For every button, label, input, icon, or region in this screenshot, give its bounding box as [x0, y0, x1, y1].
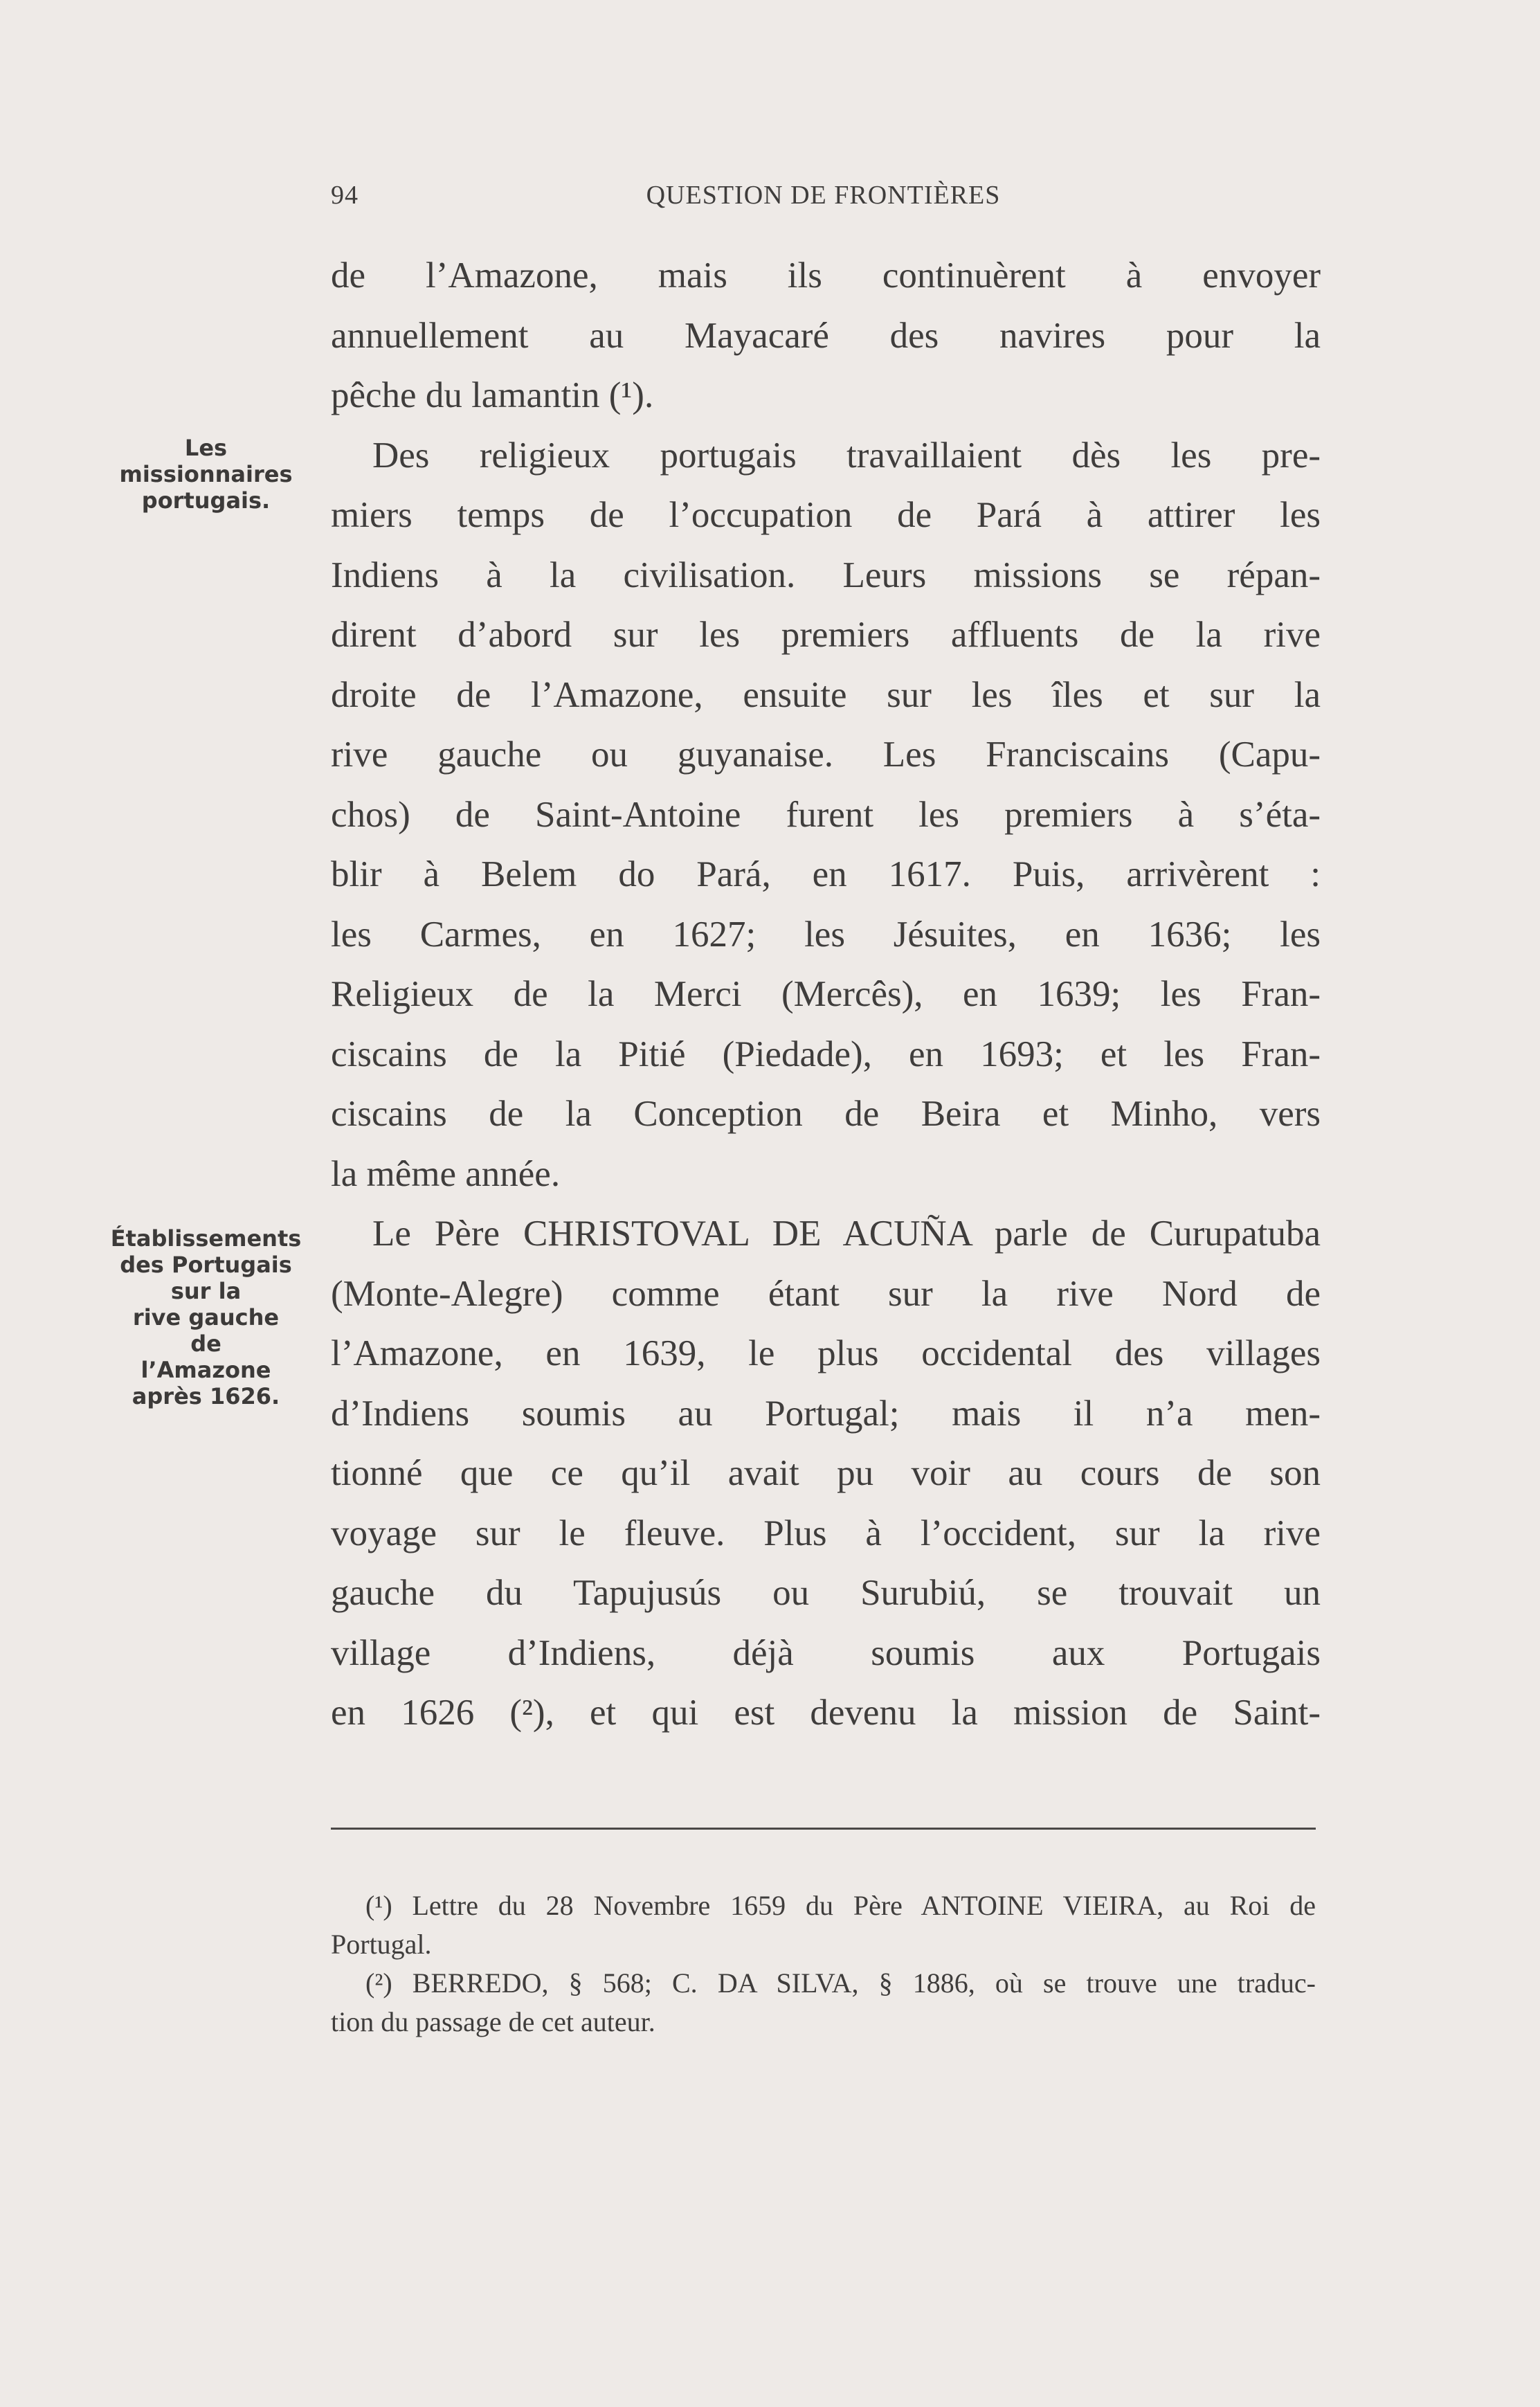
margin-note-line: sur la: [170, 1278, 242, 1304]
text-line: Indiens à la civilisation. Leurs missions se répan-: [331, 555, 1321, 595]
body-text: [331, 246, 1321, 1743]
margin-note-line: Établissements: [110, 1225, 302, 1252]
text-line: les Carmes, en 1627; les Jésuites, en 1636; les: [331, 914, 1321, 955]
margin-note-line: rive gauche: [132, 1304, 280, 1331]
text-line: (Monte-Alegre) comme étant sur la rive Nord de: [331, 1273, 1321, 1314]
text-line: blir à Belem do Pará, en 1617. Puis, arrivèrent :: [331, 854, 1321, 894]
margin-note-line: Les: [184, 435, 228, 461]
text-line: tionné que ce qu’il avait pu voir au cours de son: [331, 1453, 1321, 1493]
text-line: miers temps de l’occupation de Pará à attirer les: [331, 495, 1321, 535]
margin-note-line: l’Amazone: [141, 1357, 271, 1383]
text-line: la même année.: [331, 1153, 561, 1194]
text-line: voyage sur le fleuve. Plus à l’occident, sur la rive: [331, 1513, 1321, 1553]
margin-note-line: après 1626.: [132, 1383, 280, 1409]
text-line: gauche du Tapujusús ou Surubiú, se trouvait un: [331, 1573, 1321, 1613]
margin-note-line: portugais.: [141, 487, 271, 514]
footnote-line: (¹) Lettre du 28 Novembre 1659 du Père ANTOINE VIEIRA, au Roi de: [365, 1890, 1316, 1921]
margin-note-establishments: [90, 1225, 322, 1409]
text-line: droite de l’Amazone, ensuite sur les îles et sur la: [331, 674, 1321, 715]
margin-note-line: des Portugais: [120, 1252, 292, 1278]
footnote-2: [331, 1964, 1316, 2041]
page-number: 94: [331, 181, 359, 210]
running-head: [331, 180, 1316, 215]
margin-note-line: missionnaires: [119, 461, 293, 487]
text-line: en 1626 (²), et qui est devenu la mission de Saint-: [331, 1693, 1321, 1733]
text-line: ciscains de la Conception de Beira et Minho, vers: [331, 1094, 1321, 1134]
footnote-line: tion du passage de cet auteur.: [331, 2006, 655, 2037]
text-line: rive gauche ou guyanaise. Les Franciscains (Capu-: [331, 734, 1321, 775]
text-line: village d’Indiens, déjà soumis aux Portugais: [331, 1632, 1321, 1673]
margin-note-missionaries: [90, 435, 322, 514]
footnote-line: (²) BERREDO, § 568; C. DA SILVA, § 1886, où se trouve une traduc-: [365, 1967, 1316, 1999]
running-title: QUESTION DE FRONTIÈRES: [646, 181, 1001, 210]
text-line: de l’Amazone, mais ils continuèrent à envoyer: [331, 255, 1321, 296]
footnote-divider: [331, 1828, 1316, 1830]
footnotes: [331, 1886, 1316, 2041]
text-line: Des religieux portugais travaillaient dès les pre-: [372, 435, 1321, 476]
margin-note-line: de: [190, 1331, 221, 1357]
text-line: d’Indiens soumis au Portugal; mais il n’a men-: [331, 1393, 1321, 1434]
text-line: Religieux de la Merci (Mercês), en 1639; les Fran-: [331, 974, 1321, 1014]
text-line: pêche du lamantin (¹).: [331, 375, 654, 415]
text-line: chos) de Saint-Antoine furent les premiers à s’éta-: [331, 794, 1321, 835]
footnote-1: [331, 1886, 1316, 1964]
text-line: annuellement au Mayacaré des navires pour la: [331, 315, 1321, 356]
footnote-line: Portugal.: [331, 1929, 432, 1960]
text-line: ciscains de la Pitié (Piedade), en 1693; et les Fran-: [331, 1034, 1321, 1074]
text-line: Le Père CHRISTOVAL DE ACUÑA parle de Curupatuba: [372, 1214, 1321, 1254]
text-line: dirent d’abord sur les premiers affluents de la rive: [331, 615, 1321, 655]
text-line: l’Amazone, en 1639, le plus occidental des villages: [331, 1333, 1321, 1373]
